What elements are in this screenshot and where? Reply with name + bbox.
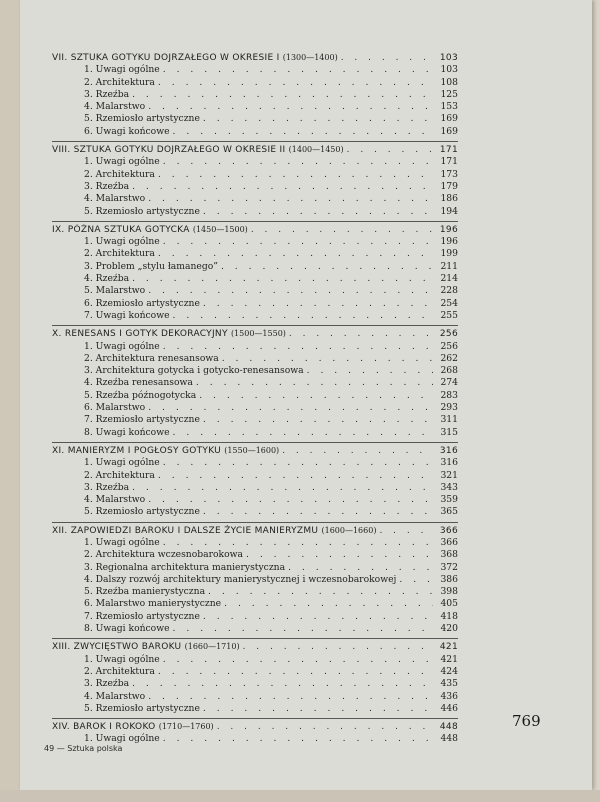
dot-leader xyxy=(282,445,433,457)
toc-chapter xyxy=(52,445,458,519)
entry-label: 3. Rzeźba xyxy=(84,180,130,192)
toc-entry xyxy=(52,549,458,561)
chapter-number: VII. xyxy=(52,53,68,63)
chapter-heading xyxy=(52,721,214,733)
chapter-title-row xyxy=(52,144,458,156)
chapter-page: 171 xyxy=(439,145,458,156)
dot-leader xyxy=(173,310,433,322)
chapter-page: 421 xyxy=(439,642,458,653)
chapter-title-row xyxy=(52,641,458,653)
section-divider xyxy=(52,718,458,719)
toc-entry xyxy=(52,341,458,353)
toc-entry xyxy=(52,703,458,715)
chapter-dates: (1500—1550) xyxy=(230,329,286,339)
toc-entry xyxy=(52,377,458,389)
toc-entry xyxy=(52,506,458,518)
chapter-title-row xyxy=(52,445,458,457)
toc-entry xyxy=(52,611,458,623)
dot-leader xyxy=(148,691,433,703)
entry-page: 255 xyxy=(440,309,458,321)
entry-page: 446 xyxy=(440,702,458,714)
entry-label: 5. Rzemiosło artystyczne xyxy=(84,702,200,714)
entry-label: 1. Uwagi ogólne xyxy=(84,64,160,76)
dot-leader xyxy=(203,206,433,218)
dot-leader xyxy=(132,482,433,494)
toc-entry xyxy=(52,298,458,310)
dot-leader xyxy=(148,101,433,113)
dot-leader xyxy=(148,193,433,205)
chapter-title-row xyxy=(52,328,458,340)
entry-page: 194 xyxy=(440,205,458,217)
entry-page: 316 xyxy=(440,457,458,469)
dot-leader xyxy=(246,549,433,561)
toc-entry xyxy=(52,353,458,365)
chapter-number: XII. xyxy=(52,525,68,536)
entry-page: 418 xyxy=(440,610,458,622)
entry-page: 153 xyxy=(440,101,458,113)
toc-entry xyxy=(52,537,458,549)
entry-label: 5. Rzemiosło artystyczne xyxy=(84,113,200,125)
dot-leader xyxy=(203,414,433,426)
dot-leader xyxy=(222,353,433,365)
entry-label: 8. Uwagi końcowe xyxy=(84,426,170,438)
entry-page: 420 xyxy=(440,623,458,635)
chapter-dates: (1300—1400) xyxy=(282,53,338,62)
entry-label: 5. Malarstwo xyxy=(84,285,146,297)
page-number: 769 xyxy=(512,712,541,730)
background-strip xyxy=(0,0,20,802)
chapter-heading xyxy=(52,328,286,340)
chapter-number: VIII. xyxy=(52,145,71,156)
chapter-dates: (1450—1500) xyxy=(192,224,248,234)
chapter-heading xyxy=(52,144,344,156)
entry-page: 424 xyxy=(440,665,458,677)
toc-entry xyxy=(52,482,458,494)
entry-page: 372 xyxy=(440,561,458,573)
dot-leader xyxy=(379,525,433,537)
toc-entry xyxy=(52,169,458,181)
dot-leader xyxy=(307,365,433,377)
toc-chapter xyxy=(52,224,458,322)
toc-entry xyxy=(52,598,458,610)
entry-page: 228 xyxy=(440,285,458,297)
entry-label: 1. Uwagi ogólne xyxy=(84,156,160,168)
entry-page: 254 xyxy=(440,297,458,309)
dot-leader xyxy=(217,721,433,733)
toc-entry xyxy=(52,285,458,297)
dot-leader xyxy=(132,678,433,690)
entry-page: 343 xyxy=(440,481,458,493)
entry-label: 2. Architektura xyxy=(84,248,155,260)
dot-leader xyxy=(173,623,433,635)
entry-label: 2. Architektura xyxy=(84,665,155,677)
entry-label: 4. Malarstwo xyxy=(84,193,146,205)
dot-leader xyxy=(132,273,433,285)
entry-label: 7. Uwagi końcowe xyxy=(84,309,170,321)
entry-label: 3. Rzeźba xyxy=(84,88,130,100)
section-divider xyxy=(52,638,458,639)
entry-page: 169 xyxy=(440,113,458,125)
entry-page: 196 xyxy=(440,236,458,248)
dot-leader xyxy=(163,457,433,469)
dot-leader xyxy=(289,328,433,340)
toc-entry xyxy=(52,193,458,205)
chapter-page: 316 xyxy=(439,445,458,456)
chapter-title: PÓŹNA SZTUKA GOTYCKA xyxy=(67,224,190,235)
dot-leader xyxy=(163,236,433,248)
dot-leader xyxy=(341,52,433,64)
entry-page: 125 xyxy=(440,88,458,100)
entry-page: 199 xyxy=(440,248,458,260)
toc-entry xyxy=(52,678,458,690)
chapter-heading xyxy=(52,525,376,537)
dot-leader xyxy=(203,113,433,125)
entry-label: 2. Architektura xyxy=(84,76,155,88)
chapter-title: MANIERYZM I POGŁOSY GOTYKU xyxy=(67,445,222,456)
entry-label: 4. Dalszy rozwój architektury manierystycznej i wczesnobarokowej xyxy=(84,573,397,585)
chapter-title: ZAPOWIEDZI BAROKU I DALSZE ŻYCIE MANIERYZMU xyxy=(70,525,319,536)
toc-entry xyxy=(52,101,458,113)
entry-label: 5. Rzemiosło artystyczne xyxy=(84,506,200,518)
entry-page: 211 xyxy=(440,260,458,272)
toc-entry xyxy=(52,574,458,586)
toc-entry xyxy=(52,654,458,666)
chapter-title: RENESANS I GOTYK DEKORACYJNY xyxy=(64,329,228,340)
dot-leader xyxy=(148,402,433,414)
toc-chapter xyxy=(52,721,458,746)
toc-entry xyxy=(52,427,458,439)
section-divider xyxy=(52,522,458,523)
dot-leader xyxy=(224,598,433,610)
chapter-page: 196 xyxy=(439,224,458,235)
dot-leader xyxy=(148,285,433,297)
entry-label: 8. Uwagi końcowe xyxy=(84,623,170,635)
toc-entry xyxy=(52,457,458,469)
toc-entry xyxy=(52,113,458,125)
toc-entry xyxy=(52,206,458,218)
entry-page: 186 xyxy=(440,193,458,205)
dot-leader xyxy=(158,666,433,678)
printer-signature: 49 — Sztuka polska xyxy=(44,744,123,753)
entry-page: 436 xyxy=(440,690,458,702)
dot-leader xyxy=(208,586,433,598)
dot-leader xyxy=(132,89,433,101)
entry-label: 4. Rzeźba xyxy=(84,273,130,285)
table-of-contents xyxy=(52,52,458,752)
entry-page: 283 xyxy=(440,389,458,401)
toc-entry xyxy=(52,623,458,635)
entry-label: 1. Uwagi ogólne xyxy=(84,457,160,469)
dot-leader xyxy=(158,77,433,89)
dot-leader xyxy=(243,641,433,653)
chapter-title-row xyxy=(52,525,458,537)
dot-leader xyxy=(203,506,433,518)
entry-label: 2. Architektura xyxy=(84,469,155,481)
toc-chapter xyxy=(52,144,458,218)
toc-entry xyxy=(52,402,458,414)
chapter-dates: (1550—1600) xyxy=(224,445,280,455)
toc-chapter xyxy=(52,52,458,138)
entry-page: 262 xyxy=(440,352,458,364)
chapter-heading xyxy=(52,641,240,653)
chapter-number: IX. xyxy=(52,224,65,235)
entry-label: 7. Rzemiosło artystyczne xyxy=(84,610,200,622)
dot-leader xyxy=(288,562,433,574)
section-divider xyxy=(52,141,458,142)
entry-label: 4. Malarstwo xyxy=(84,101,146,113)
chapter-dates: (1400—1450) xyxy=(288,145,344,155)
chapter-number: XI. xyxy=(52,445,65,456)
entry-page: 103 xyxy=(440,64,458,76)
section-divider xyxy=(52,442,458,443)
entry-label: 1. Uwagi ogólne xyxy=(84,536,160,548)
entry-page: 179 xyxy=(440,180,458,192)
chapter-heading xyxy=(52,445,279,457)
entry-page: 169 xyxy=(440,125,458,137)
chapter-heading xyxy=(52,52,338,64)
section-divider xyxy=(52,221,458,222)
entry-page: 398 xyxy=(440,586,458,598)
toc-entry xyxy=(52,248,458,260)
entry-page: 435 xyxy=(440,678,458,690)
entry-label: 3. Architektura gotycka i gotycko-renesansowa xyxy=(84,365,304,377)
entry-label: 3. Regionalna architektura manierystyczna xyxy=(84,561,286,573)
entry-label: 1. Uwagi ogólne xyxy=(84,653,160,665)
entry-label: 6. Malarstwo xyxy=(84,402,146,414)
entry-label: 1. Uwagi ogólne xyxy=(84,733,160,745)
entry-label: 4. Malarstwo xyxy=(84,494,146,506)
toc-entry xyxy=(52,236,458,248)
toc-entry xyxy=(52,586,458,598)
dot-leader xyxy=(347,144,433,156)
toc-entry xyxy=(52,310,458,322)
entry-page: 173 xyxy=(440,168,458,180)
dot-leader xyxy=(203,298,433,310)
dot-leader xyxy=(163,341,433,353)
toc-entry xyxy=(52,77,458,89)
entry-label: 4. Rzeźba renesansowa xyxy=(84,377,193,389)
entry-page: 214 xyxy=(440,273,458,285)
dot-leader xyxy=(158,248,433,260)
toc-entry xyxy=(52,562,458,574)
chapter-dates: (1710—1760) xyxy=(158,722,214,732)
entry-page: 421 xyxy=(440,653,458,665)
dot-leader xyxy=(173,126,433,138)
entry-page: 366 xyxy=(440,536,458,548)
toc-chapter xyxy=(52,328,458,439)
chapter-page: 256 xyxy=(439,329,458,340)
entry-page: 386 xyxy=(440,573,458,585)
chapter-title-row xyxy=(52,224,458,236)
toc-entry xyxy=(52,156,458,168)
toc-chapter xyxy=(52,525,458,636)
dot-leader xyxy=(148,494,433,506)
toc-entry xyxy=(52,89,458,101)
entry-page: 368 xyxy=(440,549,458,561)
entry-label: 7. Rzemiosło artystyczne xyxy=(84,414,200,426)
section-divider xyxy=(52,325,458,326)
entry-page: 448 xyxy=(440,733,458,745)
chapter-page: 448 xyxy=(439,722,458,733)
toc-entry xyxy=(52,414,458,426)
entry-label: 3. Problem „stylu łamanego” xyxy=(84,260,218,272)
entry-page: 293 xyxy=(440,402,458,414)
entry-label: 6. Uwagi końcowe xyxy=(84,125,170,137)
toc-entry xyxy=(52,273,458,285)
dot-leader xyxy=(203,703,433,715)
entry-page: 256 xyxy=(440,340,458,352)
toc-entry xyxy=(52,470,458,482)
chapter-number: X. xyxy=(52,329,62,340)
toc-entry xyxy=(52,261,458,273)
entry-label: 3. Rzeźba xyxy=(84,481,130,493)
entry-label: 5. Rzemiosło artystyczne xyxy=(84,205,200,217)
dot-leader xyxy=(132,181,433,193)
toc-chapter xyxy=(52,641,458,715)
entry-page: 321 xyxy=(440,469,458,481)
chapter-title-row xyxy=(52,52,458,64)
entry-label: 1. Uwagi ogólne xyxy=(84,236,160,248)
entry-page: 359 xyxy=(440,494,458,506)
dot-leader xyxy=(158,169,433,181)
chapter-page: 103 xyxy=(439,53,458,63)
entry-page: 365 xyxy=(440,506,458,518)
dot-leader xyxy=(196,377,433,389)
dot-leader xyxy=(158,470,433,482)
dot-leader xyxy=(163,537,433,549)
chapter-page: 366 xyxy=(439,525,458,536)
dot-leader xyxy=(163,156,433,168)
entry-label: 4. Malarstwo xyxy=(84,690,146,702)
toc-entry xyxy=(52,181,458,193)
chapter-title-row xyxy=(52,721,458,733)
dot-leader xyxy=(203,611,433,623)
entry-label: 3. Rzeźba xyxy=(84,678,130,690)
chapter-heading xyxy=(52,224,248,236)
entry-page: 268 xyxy=(440,365,458,377)
toc-entry xyxy=(52,64,458,76)
entry-page: 171 xyxy=(440,156,458,168)
entry-label: 6. Rzemiosło artystyczne xyxy=(84,297,200,309)
dot-leader xyxy=(251,224,433,236)
chapter-dates: (1600—1660) xyxy=(321,525,377,535)
entry-page: 405 xyxy=(440,598,458,610)
entry-label: 6. Malarstwo manierystyczne xyxy=(84,598,222,610)
dot-leader xyxy=(163,733,433,745)
chapter-number: XIII. xyxy=(52,642,71,653)
dot-leader xyxy=(173,427,433,439)
entry-page: 315 xyxy=(440,426,458,438)
entry-label: 1. Uwagi ogólne xyxy=(84,340,160,352)
chapter-title: SZTUKA GOTYKU DOJRZAŁEGO W OKRESIE I xyxy=(70,53,280,63)
dot-leader xyxy=(221,261,433,273)
entry-label: 2. Architektura wczesnobarokowa xyxy=(84,549,243,561)
entry-page: 108 xyxy=(440,76,458,88)
entry-page: 274 xyxy=(440,377,458,389)
toc-entry xyxy=(52,691,458,703)
dot-leader xyxy=(163,64,433,76)
dot-leader xyxy=(399,574,433,586)
entry-label: 2. Architektura renesansowa xyxy=(84,352,219,364)
toc-entry xyxy=(52,365,458,377)
toc-entry xyxy=(52,126,458,138)
dot-leader xyxy=(199,390,433,402)
toc-entry xyxy=(52,390,458,402)
chapter-title: BAROK I ROKOKO xyxy=(73,722,156,733)
chapter-number: XIV. xyxy=(52,722,70,733)
toc-entry xyxy=(52,666,458,678)
dot-leader xyxy=(163,654,433,666)
background-bottom xyxy=(0,790,600,802)
toc-entry xyxy=(52,494,458,506)
entry-page: 311 xyxy=(440,414,458,426)
entry-label: 5. Rzeźba manierystyczna xyxy=(84,586,206,598)
entry-label: 5. Rzeźba późnogotycka xyxy=(84,389,197,401)
chapter-title: ZWYCIĘSTWO BAROKU xyxy=(73,642,182,653)
chapter-dates: (1660—1710) xyxy=(184,642,240,652)
entry-label: 2. Architektura xyxy=(84,168,155,180)
chapter-title: SZTUKA GOTYKU DOJRZAŁEGO W OKRESIE II xyxy=(73,145,286,156)
